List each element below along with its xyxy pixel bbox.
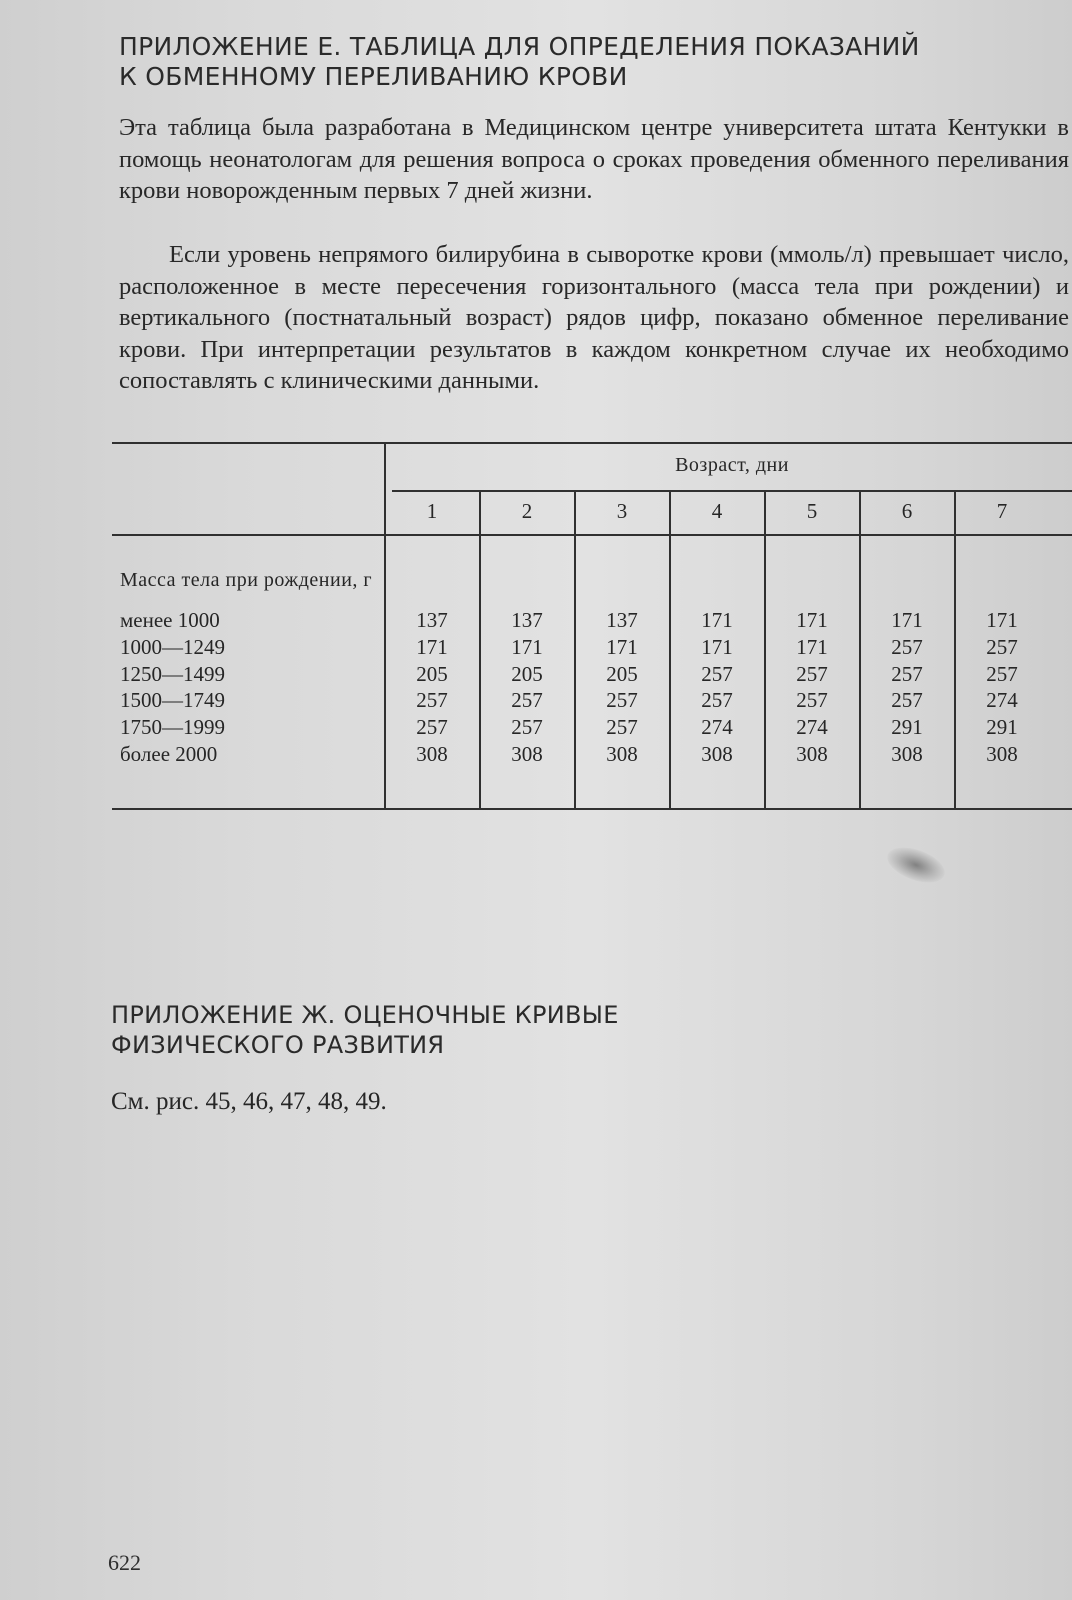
day-column-header: 6 [901,499,913,523]
bilirubin-threshold-cell: 171 [701,608,733,632]
figures-reference: См. рис. 45, 46, 47, 48, 49. [111,1088,387,1115]
bilirubin-threshold-cell: 171 [986,608,1018,632]
table-bottom-rule [112,808,1072,810]
header-bottom-rule [112,534,1072,536]
bilirubin-threshold-cell: 274 [796,715,828,740]
bilirubin-threshold-cell: 257 [511,715,543,740]
bilirubin-threshold-cell: 257 [891,634,923,659]
bilirubin-threshold-cell: 291 [986,715,1018,740]
bilirubin-threshold-cell: 257 [796,688,828,713]
table-top-rule [112,442,1072,444]
birth-weight-stub-title: Масса тела при рождении, г [120,569,373,591]
bilirubin-threshold-cell: 257 [606,715,638,740]
bilirubin-threshold-cell: 274 [701,715,733,740]
bilirubin-threshold-cell: 171 [796,634,828,659]
birth-weight-row-label: 1250—1499 [120,661,225,686]
appendix-e-title-line2: К ОБМЕННОМУ ПЕРЕЛИВАНИЮ КРОВИ [119,62,628,91]
birth-weight-row-label: менее 1000 [120,608,220,632]
day-column-header: 1 [426,499,438,523]
bilirubin-threshold-cell: 308 [891,742,923,766]
bilirubin-threshold-cell: 274 [986,688,1018,713]
bilirubin-threshold-cell: 171 [511,634,543,659]
appendix-e-title-line1: ПРИЛОЖЕНИЕ Е. ТАБЛИЦА ДЛЯ ОПРЕДЕЛЕНИЯ ПОКАЗАНИЙ [119,32,920,61]
exchange-transfusion-table [112,442,1072,812]
bilirubin-threshold-cell: 257 [416,688,448,713]
bilirubin-threshold-cell: 137 [416,608,448,632]
birth-weight-row-label: 1750—1999 [120,715,225,740]
bilirubin-threshold-cell: 257 [701,688,733,713]
day-column-header: 4 [711,499,723,523]
bilirubin-threshold-cell: 257 [891,661,923,686]
bilirubin-threshold-cell: 171 [796,608,828,632]
bilirubin-threshold-cell: 171 [606,634,638,659]
bilirubin-threshold-cell: 257 [891,688,923,713]
bilirubin-threshold-cell: 308 [606,742,638,766]
bilirubin-threshold-cell: 257 [986,661,1018,686]
bilirubin-threshold-cell: 171 [701,634,733,659]
page-number: 622 [108,1550,141,1575]
bilirubin-threshold-cell: 171 [416,634,448,659]
birth-weight-row-label: 1000—1249 [120,634,225,659]
bilirubin-threshold-cell: 171 [891,608,923,632]
appendix-zh-title-line1: ПРИЛОЖЕНИЕ Ж. ОЦЕНОЧНЫЕ КРИВЫЕ [111,1001,619,1029]
appendix-e-paragraph-2: Если уровень непрямого билирубина в сыворотке крови (ммоль/л) превышает число, расположенное в месте пересечения горизонтального (масса тела при рождении) и вертикального (постнатальный возраст) рядов цифр, показано обменное переливание крови. При интерпретации результатов в каждом конкретном случае их необходимо сопоставлять с клиническими данными. [119,241,1069,394]
bilirubin-threshold-cell: 257 [416,715,448,740]
bilirubin-threshold-cell: 257 [796,661,828,686]
day-column-header: 2 [521,499,533,523]
bilirubin-threshold-cell: 308 [701,742,733,766]
bilirubin-threshold-cell: 308 [796,742,828,766]
bilirubin-threshold-cell: 308 [986,742,1018,766]
day-column-header: 5 [806,499,818,523]
appendix-zh-title [111,1000,811,1060]
bilirubin-threshold-cell: 137 [606,608,638,632]
appendix-zh-title-line2: ФИЗИЧЕСКОГО РАЗВИТИЯ [111,1031,445,1059]
bilirubin-threshold-cell: 257 [511,688,543,713]
print-smudge [883,841,950,890]
bilirubin-threshold-cell: 257 [986,634,1018,659]
bilirubin-threshold-cell: 257 [701,661,733,686]
bilirubin-threshold-cell: 137 [511,608,543,632]
birth-weight-row-label: более 2000 [120,742,218,766]
bilirubin-threshold-cell: 291 [891,715,923,740]
appendix-e-title [119,32,1039,92]
day-column-header: 7 [996,499,1008,523]
day-column-header: 3 [616,499,628,523]
bilirubin-threshold-cell: 205 [416,661,448,686]
bilirubin-threshold-cell: 257 [606,688,638,713]
bilirubin-threshold-cell: 308 [511,742,543,766]
age-days-group-header: Возраст, дни [675,454,789,476]
appendix-e-paragraph-1: Эта таблица была разработана в Медицинском центре университета штата Кентукки в помощь неонатологам для решения вопроса о сроках проведения обменного переливания крови новорожденным первых 7 дней жизни. [119,114,1069,204]
bilirubin-threshold-cell: 205 [606,661,638,686]
bilirubin-threshold-cell: 205 [511,661,543,686]
bilirubin-threshold-cell: 308 [416,742,448,766]
birth-weight-row-label: 1500—1749 [120,688,225,713]
group-header-rule [392,490,1072,492]
